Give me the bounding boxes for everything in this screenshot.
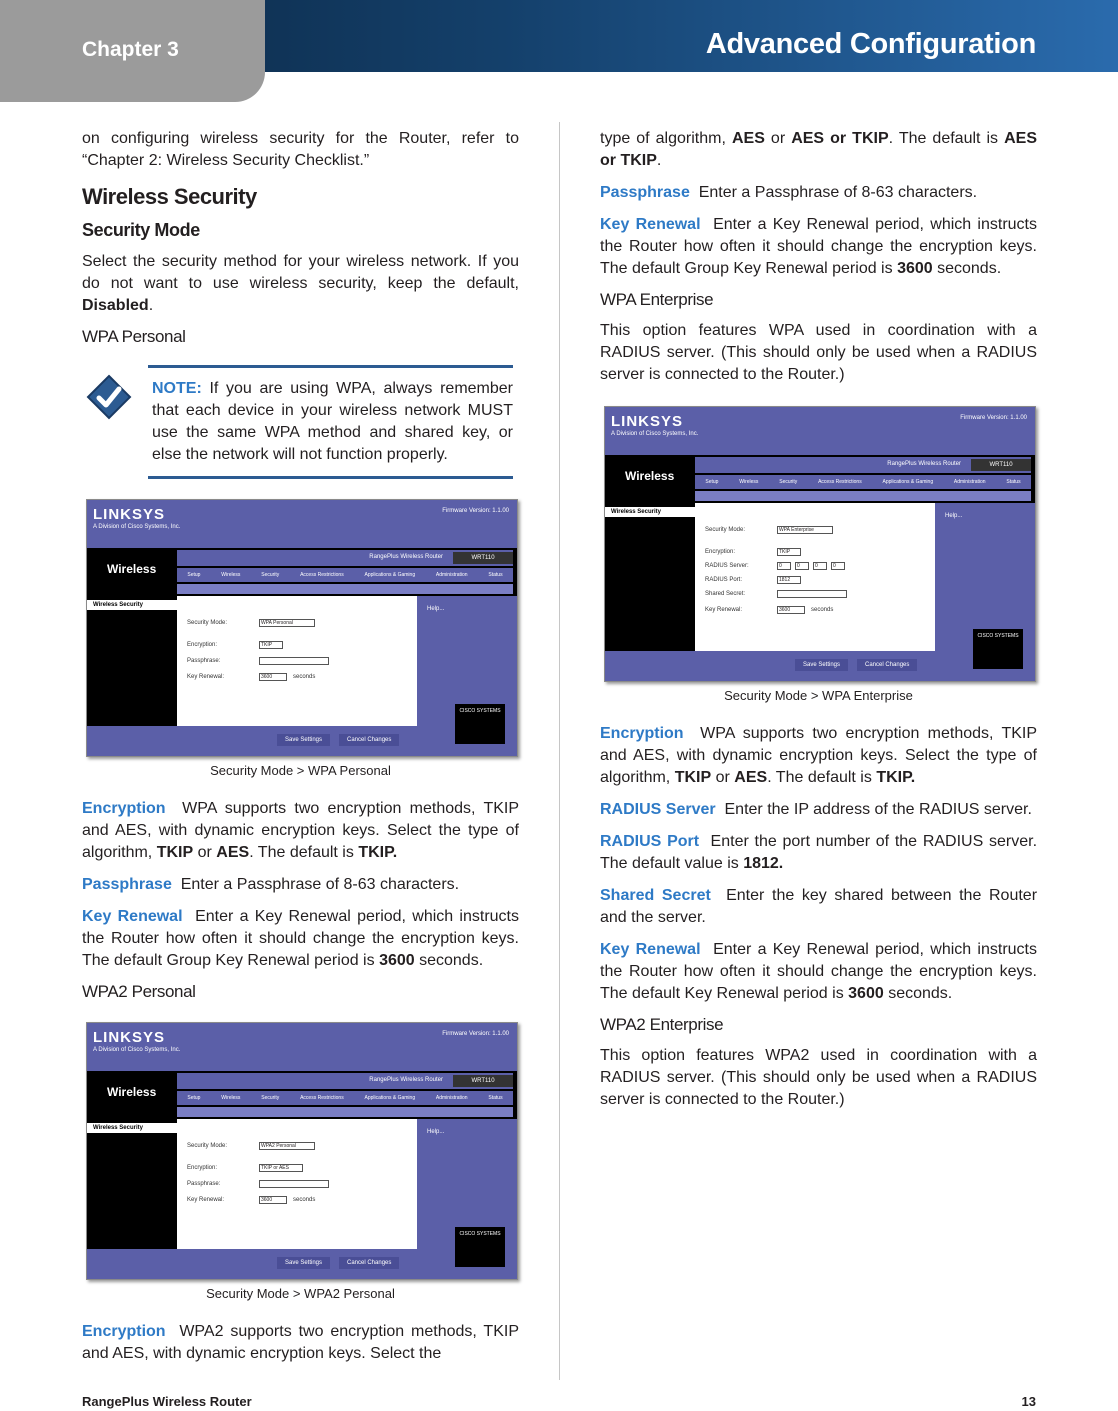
page-title: Advanced Configuration [705, 28, 1036, 60]
key-renewal-paragraph-2: Key Renewal Enter a Key Renewal period, which instructs the Router how often it should change the encryption keys. The default Key Renewal period is 3600 seconds. [600, 941, 1037, 1002]
column-divider [559, 122, 560, 1380]
heading-wpa2-enterprise: WPA2 Enterprise [600, 1015, 724, 1034]
heading-security-mode: Security Mode [82, 220, 200, 240]
checkmark-icon [86, 374, 132, 420]
cisco-logo: CISCO SYSTEMS [455, 704, 505, 744]
note-box [148, 365, 513, 479]
router-ui-top: LINKSYS A Division of Cisco Systems, Inc. Firmware Version: 1.1.00 [87, 500, 517, 548]
continuation-paragraph: type of algorithm, AES or AES or TKIP. The default is AES or TKIP. [600, 130, 1038, 169]
router-ui-form: Security Mode: WPA Personal Encryption: TKIP Passphrase: Key Renewal: 3600 seconds [177, 596, 417, 726]
passphrase-paragraph: Passphrase Enter a Passphrase of 8-63 characters. [600, 184, 978, 201]
footer-product: RangePlus Wireless Router [82, 1394, 252, 1409]
heading-wpa-enterprise: WPA Enterprise [600, 290, 714, 309]
caption-wpa-enterprise: Security Mode > WPA Enterprise [724, 688, 913, 703]
linksys-logo: LINKSYS [93, 1029, 166, 1046]
right-column [600, 128, 1037, 1121]
note-text: NOTE: If you are using WPA, always remember that each device in your wireless network MUST use the same WPA method and shared key, or else the network will not function properly. [152, 380, 514, 463]
caption-wpa2-personal: Security Mode > WPA2 Personal [206, 1286, 395, 1301]
wpa2-enterprise-paragraph: This option features WPA2 used in coordination with a RADIUS server. (This should only be used when a RADIUS server is connected to the Router.) [600, 1047, 1037, 1108]
heading-wireless-security: Wireless Security [82, 184, 257, 209]
encryption-paragraph: Encryption WPA supports two encryption methods, TKIP and AES, with dynamic encryption keys. Select the type of algorithm, TKIP or AES. The default is TKIP. [82, 800, 520, 861]
left-column [82, 128, 519, 1375]
linksys-logo: LINKSYS [93, 506, 166, 523]
chapter-label: Chapter 3 [82, 38, 179, 61]
radius-port-paragraph: RADIUS Port Enter the port number of the RADIUS server. The default value is 1812. [600, 833, 1038, 872]
chapter-tab [0, 0, 265, 102]
heading-wpa-personal: WPA Personal [82, 327, 186, 346]
key-renewal-paragraph: Key Renewal Enter a Key Renewal period, which instructs the Router how often it should change the encryption keys. The default Group Key Renewal period is 3600 seconds. [82, 908, 519, 969]
cisco-logo: CISCO SYSTEMS [973, 629, 1023, 669]
screenshot-wpa-enterprise: LINKSYS A Division of Cisco Systems, Inc. Firmware Version: 1.1.00 Wireless RangePlus Wireless Router WRT110 Setup Wireless Security Access Restrictions Applications & Gaming Administration Status Wireless Security Security Mode: WPA Enterprise Encryption: TKIP RADIUS Server: 0 0 0 0 RADIUS Port: 1812 Shared Secret: Key Renewal: 3600 seconds Help... Save Settings Cancel Changes CISCO SYSTEMS [604, 406, 1036, 682]
router-ui-navbar: Wireless RangePlus Wireless Router WRT110 Setup Wireless Security Access Restrictions Applications & Gaming Administration Status [87, 548, 517, 596]
router-ui-tabs: Setup Wireless Security Access Restrictions Applications & Gaming Administration Status [177, 568, 513, 582]
encryption-paragraph: Encryption WPA supports two encryption methods, TKIP and AES, with dynamic encryption keys. Select the type of algorithm, TKIP or AES. The default is TKIP. [600, 725, 1038, 786]
screenshot-wpa2-personal: LINKSYS A Division of Cisco Systems, Inc. Firmware Version: 1.1.00 Wireless RangePlus Wireless Router WRT110 Setup Wireless Security Access Restrictions Applications & Gaming Administration Status Wireless Security Security Mode: WPA2 Personal Encryption: TKIP or AES Passphrase: Key Renewal: 3600 seconds Help... Save Settings Cancel Changes CISCO SYSTEMS [86, 1022, 518, 1280]
security-mode-paragraph: Select the security method for your wireless network. If you do not want to use wireless security, keep the default, Disabled. [82, 253, 519, 314]
intro-paragraph: on configuring wireless security for the Router, refer to “Chapter 2: Wireless Security Checklist.” [82, 130, 519, 169]
linksys-logo: LINKSYS [611, 413, 684, 430]
passphrase-paragraph: Passphrase Enter a Passphrase of 8-63 characters. [82, 876, 460, 893]
heading-wpa2-personal: WPA2 Personal [82, 982, 196, 1001]
cisco-logo: CISCO SYSTEMS [455, 1227, 505, 1267]
page-number: 13 [1021, 1394, 1036, 1409]
shared-secret-paragraph: Shared Secret Enter the key shared between the Router and the server. [600, 887, 1038, 926]
screenshot-wpa-personal: LINKSYS A Division of Cisco Systems, Inc. Firmware Version: 1.1.00 Wireless RangePlus Wireless Router WRT110 Setup Wireless Security Access Restrictions Applications & Gaming Administration Status Wireless Security Security Mode: WPA Personal Encryption: TKIP Passphrase: Key Renewal: 3600 seconds Help... Save Settings Cancel Changes CISCO SYSTEMS [86, 499, 518, 757]
wpa2-encryption-paragraph: Encryption WPA2 supports two encryption methods, TKIP and AES, with dynamic encryption keys. Select the [82, 1323, 519, 1362]
caption-wpa-personal: Security Mode > WPA Personal [210, 763, 391, 778]
key-renewal-paragraph: Key Renewal Enter a Key Renewal period, which instructs the Router how often it should change the encryption keys. The default Group Key Renewal period is 3600 seconds. [600, 216, 1037, 277]
wpa-enterprise-paragraph: This option features WPA used in coordination with a RADIUS server. (This should only be used when a RADIUS server is connected to the Router.) [600, 322, 1037, 383]
radius-server-paragraph: RADIUS Server Enter the IP address of the RADIUS server. [600, 801, 1032, 818]
